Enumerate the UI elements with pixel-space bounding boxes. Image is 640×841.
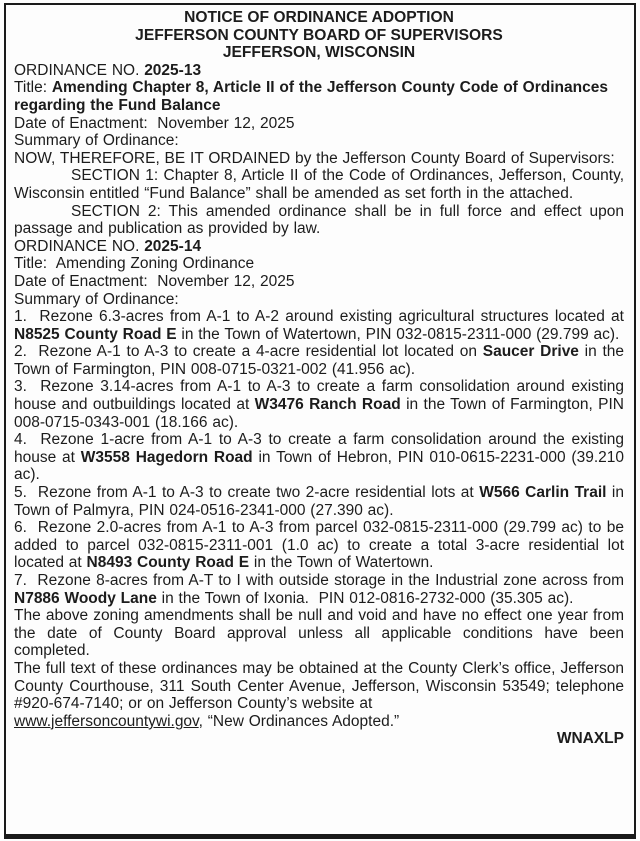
- wnaxlp-tag: WNAXLP: [556, 730, 624, 748]
- text-run: 5. Rezone from A-1 to A-3 to create two 2-acre residential lots at: [14, 484, 480, 502]
- ordinance-2-number: [14, 238, 624, 256]
- website-link[interactable]: www.jeffersoncountywi.gov: [14, 712, 199, 730]
- text-run: The full text of these ordinances may be obtained at the County Clerk’s office, Jefferson County Courthouse, 311 South Center Avenue, Jefferson, Wisconsin 53549; telephone #920-674-7140; or on Jefferson County’s website at: [14, 659, 629, 713]
- text-run: in Town of Hebron, PIN 010-0615-2231-000 (39.210 ac).: [14, 448, 629, 484]
- text-run: 2025-14: [144, 237, 202, 255]
- text-run: Title: Amending Zoning Ordinance: [14, 255, 255, 273]
- text-run: W3476 Ranch Road: [254, 396, 401, 414]
- text-run: Amending Chapter 8, Article II of the Jefferson County Code of Ordinances regarding the Fund Balance: [14, 79, 613, 114]
- ordinance-2-title: [14, 255, 624, 273]
- text-run: in Town of Palmyra, PIN 024-0516-2341-000 (27.390 ac).: [14, 484, 629, 519]
- rezone-item-5: [14, 484, 629, 519]
- text-run: in the Town of Watertown, PIN 032-0815-2311-000 (29.799 ac).: [176, 325, 620, 343]
- text-run: Summary of Ordinance:: [14, 290, 179, 308]
- notice-border-box: [4, 3, 636, 839]
- text-run: N8525 County Road E: [14, 325, 177, 343]
- text-run: SECTION 1: Chapter 8, Article II of the Code of Ordinances, Jefferson, County, Wisconsin entitled “Fund Balance” shall be amended as set forth in the attached.: [14, 167, 629, 202]
- text-run: Date of Enactment: November 12, 2025: [14, 272, 295, 290]
- text-run: The above zoning amendments shall be null and void and have no effect one year from the date of County Board approval unless all applicable conditions have been completed.: [14, 607, 629, 660]
- text-run: 2. Rezone A-1 to A-3 to create a 4-acre residential lot located on: [14, 343, 483, 361]
- text-run: 1. Rezone 6.3-acres from A-1 to A-2 around existing agricultural structures located at: [14, 308, 629, 326]
- text-run: 7. Rezone 8-acres from A-T to I with outside storage in the Industrial zone across from: [14, 572, 629, 589]
- rezone-item-7: [14, 572, 629, 607]
- full-text-availability-paragraph: [14, 659, 629, 730]
- notice-title-line-3: JEFFERSON, WISCONSIN: [222, 44, 416, 62]
- text-run: 4. Rezone 1-acre from A-1 to A-3 to create a farm consolidation around the existing house at: [14, 431, 629, 466]
- text-run: in the Town of Farmington, PIN 008-0715-0321-002 (41.956 ac).: [14, 343, 629, 378]
- text-run: in the Town of Farmington, PIN 008-0715-0343-001 (18.166 ac).: [14, 396, 629, 431]
- now-therefore-paragraph: [14, 150, 624, 168]
- notice-title-line-2: JEFFERSON COUNTY BOARD OF SUPERVISORS: [135, 26, 503, 44]
- section-1-paragraph: [14, 167, 629, 202]
- text-run: N8493 County Road E: [86, 554, 250, 572]
- text-run: in the Town of Watertown.: [249, 554, 434, 572]
- rezone-item-4: [14, 431, 629, 484]
- text-run: Date of Enactment: November 12, 2025: [14, 114, 295, 132]
- ordinance-2-enactment-date: [14, 273, 624, 291]
- text-run: NOW, THEREFORE, BE IT ORDAINED by the Jefferson County Board of Supervisors:: [14, 149, 615, 167]
- ordinance-2-summary-label: [14, 291, 624, 309]
- text-run: ORDINANCE NO.: [14, 237, 145, 255]
- ordinance-1-enactment-date: [14, 115, 624, 133]
- rezone-item-1: [14, 308, 629, 343]
- text-run: 6. Rezone 2.0-acres from A-1 to A-3 from parcel 032-0815-2311-000 (29.799 ac) to be added to parcel 032-0815-2311-001 (1.0 ac) to create a total 3-acre residential lot located at: [14, 519, 629, 572]
- rezone-item-2: [14, 343, 629, 378]
- text-run: 2025-13: [144, 61, 202, 79]
- text-run: 3. Rezone 3.14-acres from A-1 to A-3 to create a farm consolidation around existing house and outbuildings located at: [14, 378, 629, 414]
- text-run: , “New Ordinances Adopted.”: [198, 712, 400, 730]
- text-run: W3558 Hagedorn Road: [80, 448, 253, 466]
- rezone-item-6: [14, 519, 629, 572]
- ordinance-1-number: [14, 62, 624, 80]
- notice-title-line-1: NOTICE OF ORDINANCE ADOPTION: [184, 9, 454, 26]
- rezone-item-3: [14, 378, 629, 431]
- text-run: in the Town of Ixonia. PIN 012-0816-2732-000 (35.305 ac).: [156, 589, 574, 607]
- text-run: Summary of Ordinance:: [14, 132, 179, 150]
- ordinance-1-summary-label: [14, 132, 624, 150]
- ordinance-1-title: [14, 79, 624, 114]
- text-run: Saucer Drive: [482, 343, 579, 361]
- text-run: N7886 Woody Lane: [14, 589, 157, 607]
- text-run: SECTION 2: This amended ordinance shall be in full force and effect upon passage and publication as provided by law.: [14, 202, 629, 238]
- null-and-void-paragraph: [14, 607, 629, 660]
- text-run: Title:: [14, 79, 52, 97]
- text-run: ORDINANCE NO.: [14, 61, 145, 79]
- text-run: W566 Carlin Trail: [479, 484, 607, 502]
- section-2-paragraph: [14, 202, 629, 238]
